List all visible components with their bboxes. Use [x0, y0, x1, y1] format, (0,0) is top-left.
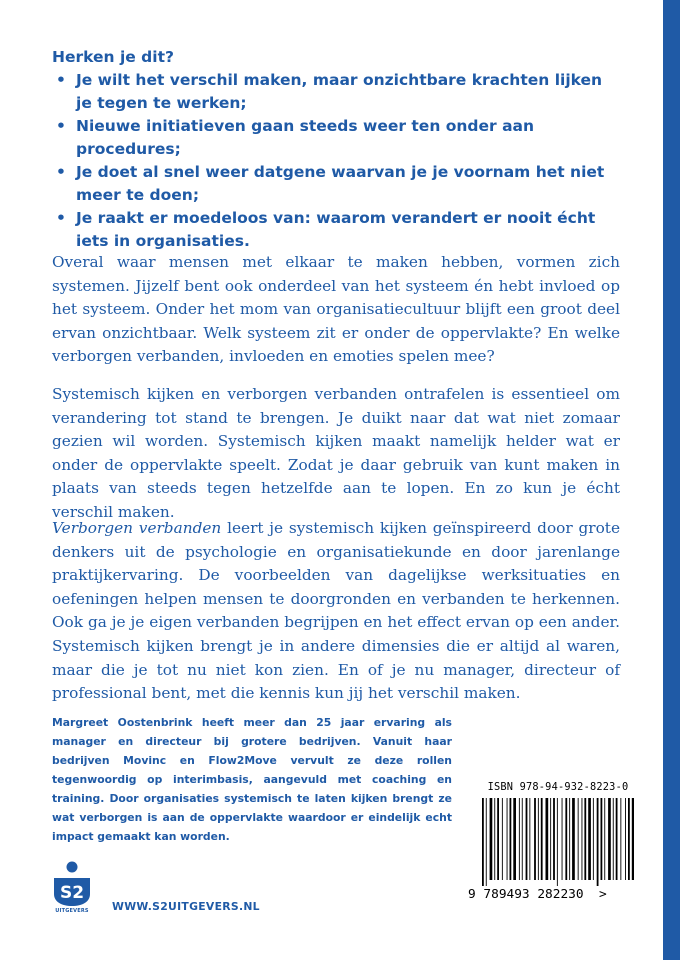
bullet-text: Nieuwe initiatieven gaan steeds weer ten onder aan procedures; — [76, 117, 535, 158]
barcode-bar — [538, 798, 539, 880]
list-item — [52, 115, 612, 161]
body-paragraph-3 — [52, 517, 620, 706]
barcode-bar — [546, 798, 549, 880]
barcode-bar — [608, 798, 611, 880]
barcode-bar — [601, 798, 603, 880]
barcode-bar — [616, 798, 618, 880]
barcode-bar — [593, 798, 594, 880]
barcode-bar — [632, 798, 634, 880]
barcode-bar — [502, 798, 503, 880]
barcode-bar — [486, 798, 487, 886]
barcode-bar — [507, 798, 508, 880]
bullet-text: Je doet al snel weer datgene waarvan je je voornam het niet meer te doen; — [76, 163, 605, 204]
barcode-bar — [588, 798, 591, 880]
barcode-bar — [604, 798, 605, 880]
barcode-bar — [582, 798, 583, 880]
body-paragraph-3-text: leert je systemisch kijken geïnspireerd door grote denkers uit de psychologie en organisatiekunde en door jarenlange praktijkervaring. De voorbeelden van dagelijkse werksituaties en oefeningen helpen mensen te doorgronden en verbanden te herkennen. Ook ga je je eigen verbanden begrijpen en het effect ervan op een ander. Systemisch kijken brengt je in andere dimensies die er altijd al waren, maar die je tot nu niet kon zien. En of je nu manager, directeur of professional bent, met die kennis kun jij het verschil maken. — [52, 519, 620, 703]
barcode-bar — [497, 798, 499, 880]
list-item — [52, 69, 612, 115]
barcode-bar — [529, 798, 530, 880]
barcode-bar — [513, 798, 516, 880]
barcode-bar — [557, 798, 558, 886]
barcode-bar — [584, 798, 586, 880]
isbn-label: ISBN 978-94-932-8223-0 — [487, 781, 629, 793]
bullet-text: Je wilt het verschil maken, maar onzichtbare krachten lijken je tegen te werken; — [76, 71, 603, 112]
barcode-bar — [550, 798, 551, 880]
intro-heading: Herken je dit? — [52, 48, 174, 66]
barcode-bar — [625, 798, 626, 880]
barcode-bar — [510, 798, 512, 880]
body-paragraph-1: Overal waar mensen met elkaar te maken hebben, vormen zich systemen. Jijzelf bent ook onderdeel van het systeem én hebt invloed op het systeem. Onder het mom van organisatiecultuur blijft een groot deel ervan onzichtbaar. Welk systeem zit er onder de oppervlakte? En welke verborgen verbanden, invloeden en emoties spelen mee? — [52, 253, 620, 366]
barcode-bar — [490, 798, 493, 880]
barcode-bar — [572, 798, 575, 880]
barcode-bar — [562, 798, 563, 880]
barcode-bar — [534, 798, 536, 880]
bullet-icon: • — [56, 71, 66, 89]
book-title-italic: Verborgen verbanden — [52, 519, 222, 537]
bullet-text: Je raakt er moedeloos van: waarom verandert er nooit écht iets in organisaties. — [76, 209, 596, 250]
list-item — [52, 161, 612, 207]
bullet-icon: • — [56, 117, 66, 135]
barcode-bar — [628, 798, 630, 880]
barcode-bar — [578, 798, 579, 880]
barcode-bar — [613, 798, 614, 880]
barcode-bar — [569, 798, 570, 880]
barcode-bar — [494, 798, 495, 880]
barcode-bar — [620, 798, 621, 880]
publisher-website: WWW.S2UITGEVERS.NL — [112, 900, 260, 913]
barcode-bar — [522, 798, 523, 880]
bullet-icon: • — [56, 163, 66, 181]
barcode-bar — [553, 798, 555, 880]
barcode — [480, 798, 634, 886]
author-bio: Margreet Oostenbrink heeft meer dan 25 jaar ervaring als manager en directeur bij grotere bedrijven. Vanuit haar bedrijven Movinc en Flow2Move vervult ze deze rollen tegenwoordig op interimbasis, aangevuld met coaching en training. Door organisaties systemisch te laten kijken brengt ze wat verborgen is aan de oppervlakte waardoor er eindelijk echt impact gemaakt kan worden. — [52, 716, 452, 843]
barcode-bar — [519, 798, 520, 880]
barcode-bar — [597, 798, 599, 886]
barcode-bar — [541, 798, 543, 880]
list-item — [52, 207, 612, 253]
bullet-icon: • — [56, 209, 66, 227]
logo-wordmark: UITGEVERS — [55, 908, 89, 914]
barcode-bar — [482, 798, 484, 886]
intro-bullet-list — [52, 69, 612, 253]
body-paragraph-2: Systemisch kijken en verborgen verbanden ontrafelen is essentieel om verandering tot stand te brengen. Je duikt naar dat wat niet zomaar gezien wil worden. Systemisch kijken maakt namelijk helder wat er onder de oppervlakte speelt. Zodat je daar gebruik van kunt maken in plaats van steeds tegen hetzelfde aan te lopen. En zo kun je écht verschil maken. — [52, 385, 620, 521]
spine-stripe — [663, 0, 680, 960]
barcode-bar — [526, 798, 528, 880]
barcode-bar — [565, 798, 567, 880]
svg-text:S2: S2 — [59, 883, 85, 903]
barcode-digits: 9 789493 282230 > — [468, 887, 607, 902]
s2-logo-icon — [50, 860, 94, 908]
